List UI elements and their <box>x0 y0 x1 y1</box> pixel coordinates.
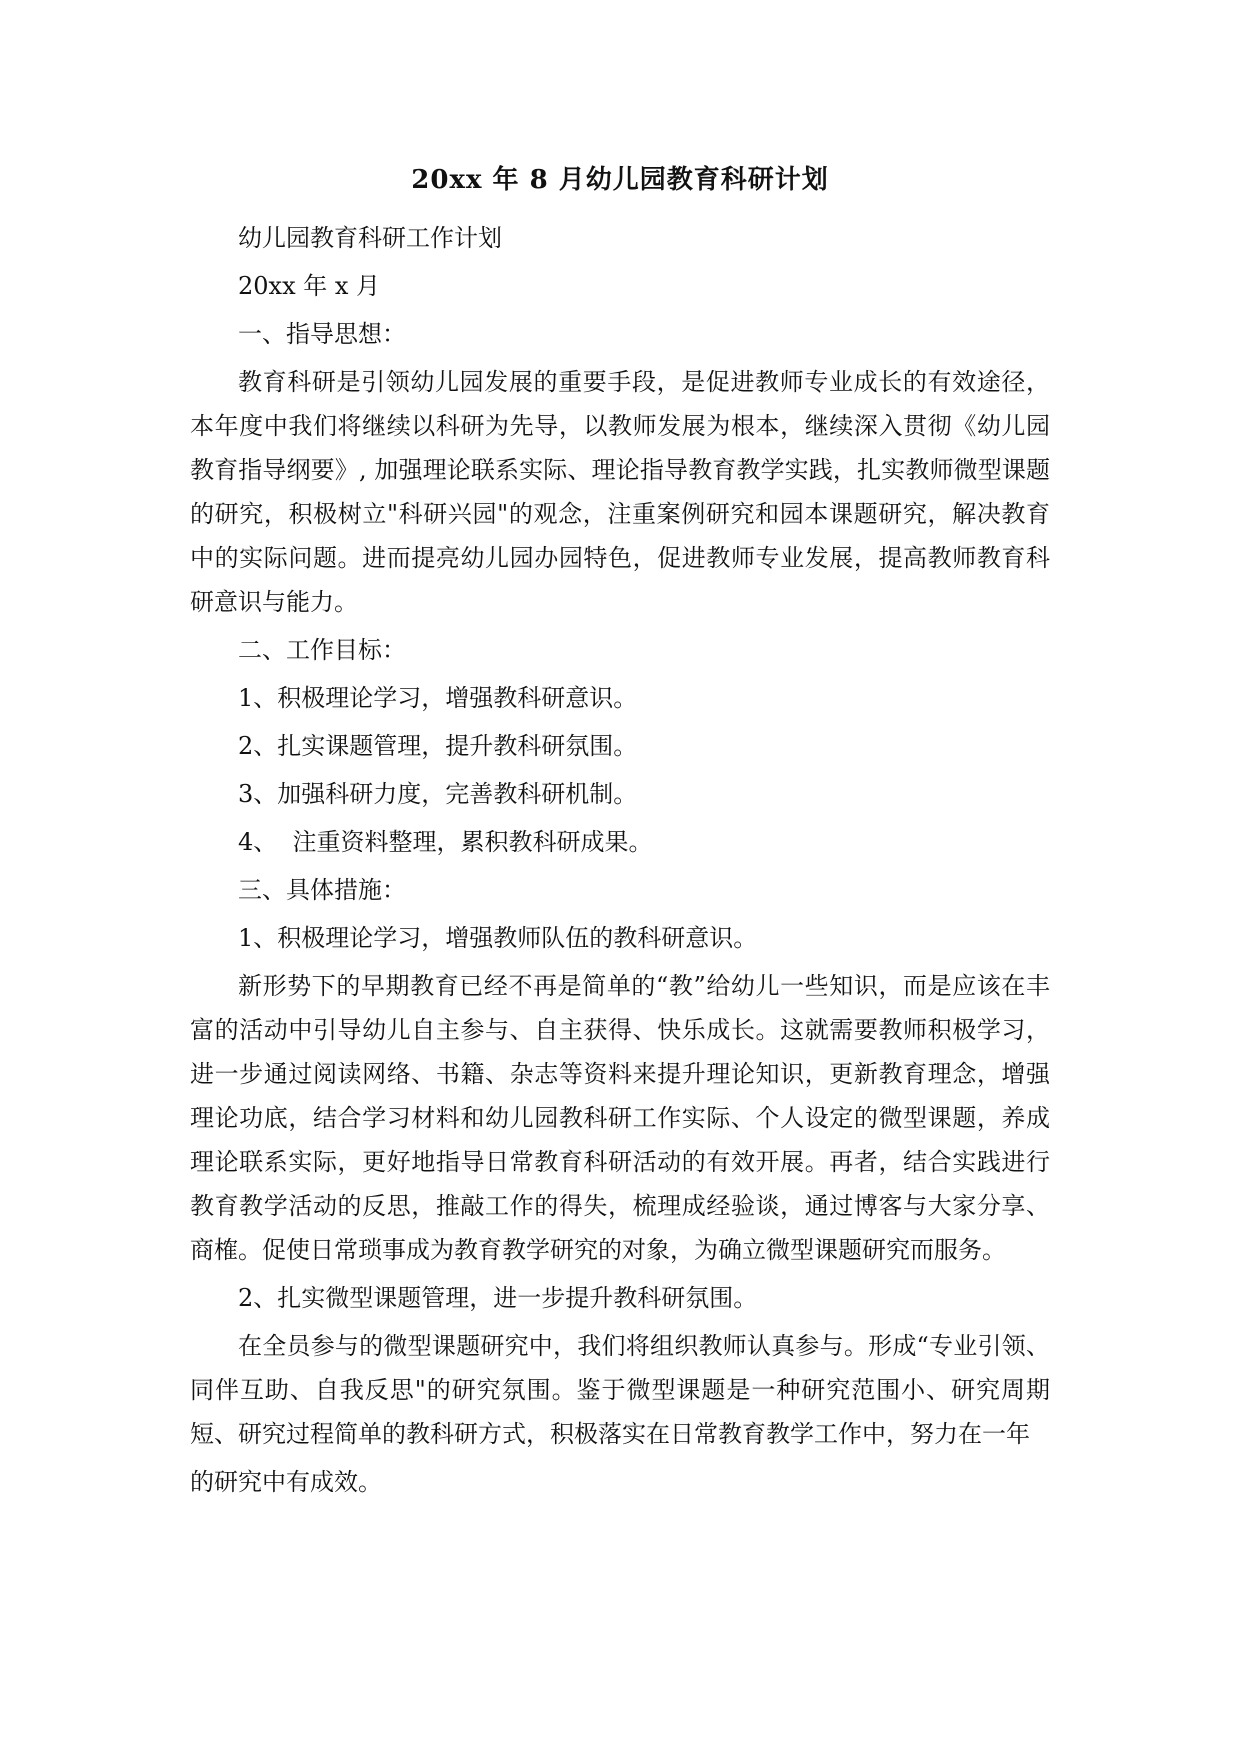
section-heading-measures: 三、具体措施： <box>238 876 406 904</box>
document-title: 20xx 年 8 月幼儿园教育科研计划 <box>411 165 829 195</box>
measure-body-1: 新形势下的早期教育已经不再是简单的“教”给幼儿一些知识，而是应该在丰富的活动中引导幼儿自主参与、自主获得、快乐成长。这就需要教师积极学习，进一步通过阅读网络、书籍、杂志等资料来提升理论知识，更新教育理念，增强理论功底，结合学习材料和幼儿园教科研工作实际、个人设定的微型课题，养成理论联系实际，更好地指导日常教育科研活动的有效开展。再者，结合实践进行教育教学活动的反思，推敲工作的得失，梳理成经验谈，通过博客与大家分享、商榷。促使日常琐事成为教育教学研究的对象，为确立微型课题研究而服务。 <box>190 972 1050 1264</box>
measure-body-2-tail: 的研究中有成效。 <box>190 1468 382 1496</box>
goal-item-2: 2、扎实课题管理，提升教科研氛围。 <box>238 732 638 760</box>
measure-body-2: 在全员参与的微型课题研究中，我们将组织教师认真参与。形成“专业引领、同伴互助、自我反思"的研究氛围。鉴于微型课题是一种研究范围小、研究周期 短、研究过程简单的教科研方式，积极落实在日常教育教学工作中，努力在一年 <box>190 1332 1050 1448</box>
document-content <box>190 160 1050 1508</box>
goal-item-4: 4、 注重资料整理，累积教科研成果。 <box>238 828 653 856</box>
document-subtitle: 幼儿园教育科研工作计划 <box>238 224 502 252</box>
section-body-guiding-ideology: 教育科研是引领幼儿园发展的重要手段，是促进教师专业成长的有效途径，本年度中我们将继续以科研为先导，以教师发展为根本，继续深入贯彻《幼儿园教育指导纲要》, 加强理论联系实际、理论指导教育教学实践，扎实教师微型课题的研究，积极树立"科研兴园"的观念，注重案例研究和园本课题研究，解决教育中的实际问题。进而提亮幼儿园办园特色，促进教师专业发展，提高教师教育科研意识与能力。 <box>190 368 1050 616</box>
section-heading-guiding-ideology: 一、指导思想： <box>238 320 406 348</box>
goal-item-1: 1、积极理论学习，增强教科研意识。 <box>238 684 638 712</box>
section-heading-work-goals: 二、工作目标： <box>238 636 406 664</box>
goal-item-3: 3、加强科研力度，完善教科研机制。 <box>238 780 638 808</box>
measure-heading-2: 2、扎实微型课题管理，进一步提升教科研氛围。 <box>238 1284 758 1312</box>
document-date: 20xx 年 x 月 <box>238 272 381 300</box>
measure-heading-1: 1、积极理论学习，增强教师队伍的教科研意识。 <box>238 924 758 952</box>
